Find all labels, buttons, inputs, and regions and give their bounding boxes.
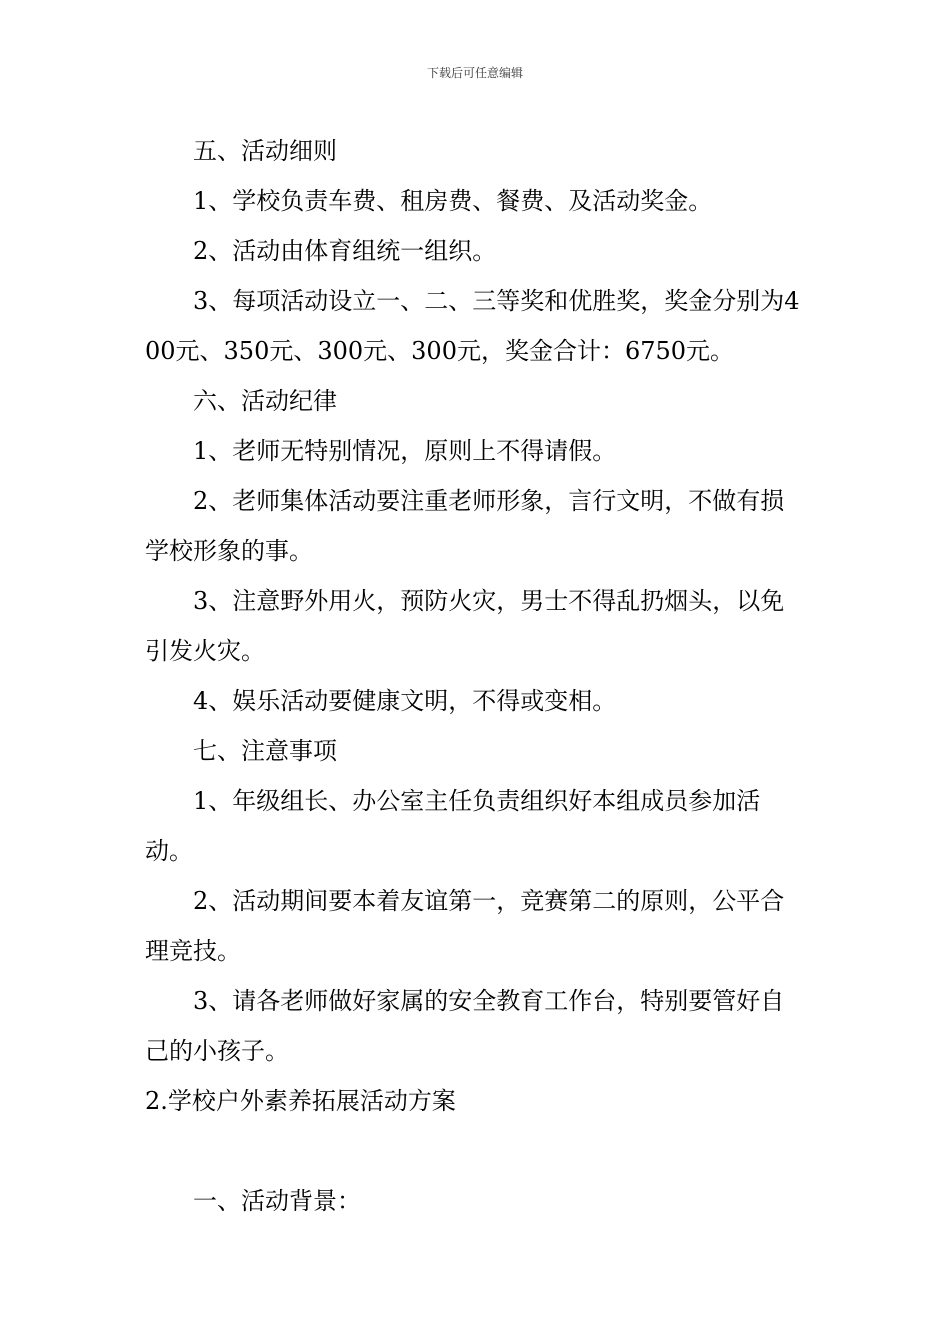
paragraph: 3、请各老师做好家属的安全教育工作台，特别要管好自己的小孩子。 xyxy=(145,987,785,1065)
section-heading-seven: 七、注意事项 xyxy=(193,737,337,765)
paragraph: 3、注意野外用火，预防火灾，男士不得乱扔烟头，以免引发火灾。 xyxy=(145,587,785,665)
page-header-note: 下载后可任意编辑 xyxy=(426,66,523,80)
paragraph: 3、每项活动设立一、二、三等奖和优胜奖，奖金分别为400元、350元、300元、300元，奖金合计：6750元。 xyxy=(145,287,800,365)
section-heading-six: 六、活动纪律 xyxy=(193,387,337,415)
blank-line xyxy=(145,1126,805,1176)
document-section-title: 2.学校户外素养拓展活动方案 xyxy=(145,1087,456,1115)
document-body xyxy=(145,126,805,1226)
section-heading-one: 一、活动背景： xyxy=(193,1187,361,1215)
section-heading-five: 五、活动细则 xyxy=(193,137,337,165)
paragraph: 1、老师无特别情况，原则上不得请假。 xyxy=(193,437,617,465)
paragraph: 2、活动由体育组统一组织。 xyxy=(193,237,497,265)
paragraph: 4、娱乐活动要健康文明，不得或变相。 xyxy=(193,687,617,715)
paragraph: 1、学校负责车费、租房费、餐费、及活动奖金。 xyxy=(193,187,713,215)
paragraph: 2、活动期间要本着友谊第一，竞赛第二的原则，公平合理竞技。 xyxy=(145,887,785,965)
paragraph: 1、年级组长、办公室主任负责组织好本组成员参加活动。 xyxy=(145,787,761,865)
paragraph: 2、老师集体活动要注重老师形象，言行文明，不做有损学校形象的事。 xyxy=(145,487,785,565)
